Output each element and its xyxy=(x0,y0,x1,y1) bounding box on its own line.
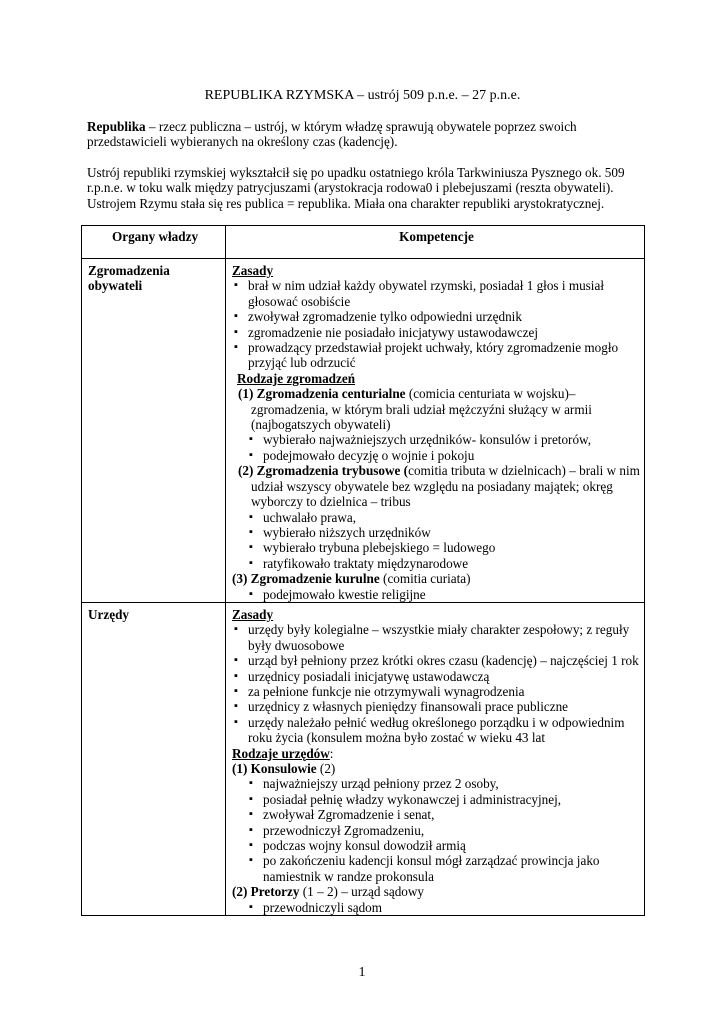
rodzaje-heading-wrap xyxy=(232,746,641,761)
organ-cell xyxy=(82,602,226,915)
assembly-curiate xyxy=(232,571,641,586)
zasady-heading: Zasady xyxy=(232,606,274,622)
organ-cell xyxy=(82,259,226,603)
list-item: ▪ uchwalało prawa, xyxy=(232,510,641,525)
list-item: ▪ najważniejszy urząd pełniony przez 2 osoby, xyxy=(232,776,641,791)
zasady-list xyxy=(232,278,641,370)
list-item: ▪ urzędy były kolegialne – wszystkie miały charakter zespołowy; z reguły były dwuosobowe xyxy=(232,622,641,653)
powers-cell xyxy=(226,259,645,603)
definition-paragraph xyxy=(87,119,638,150)
list-item: ▪ brał w nim udział każdy obywatel rzymski, posiadał 1 głos i musiał głosować osobiście xyxy=(232,278,641,309)
list-item: ▪ posiadał pełnię władzy wykonawczej i administracyjnej, xyxy=(232,792,641,807)
list-item: ▪ przewodniczyli sądom xyxy=(232,900,641,915)
list-item: ▪ urząd był pełniony przez krótki okres czasu (kadencję) – najczęściej 1 rok xyxy=(232,653,641,668)
zasady-heading: Zasady xyxy=(232,263,274,278)
consuls-list xyxy=(232,776,641,884)
page-title: REPUBLIKA RZYMSKA – ustrój 509 p.n.e. – 27 p.n.e. xyxy=(204,88,521,103)
table-header-row xyxy=(82,226,645,259)
centuriate-list xyxy=(232,432,641,463)
table-row xyxy=(82,259,645,603)
assembly-tribal-title: (2) Zgromadzenia trybusowe ( xyxy=(238,463,409,479)
powers-cell xyxy=(226,602,645,915)
rodzaje-heading: Rodzaje zgromadzeń xyxy=(237,370,356,386)
rodzaje-heading: Rodzaje urzędów xyxy=(232,745,330,761)
list-item: ▪ podczas wojny konsul dowodził armią xyxy=(232,838,641,853)
definition-text: – rzecz publiczna – ustrój, w którym władzę sprawują obywatele poprzez swoich przedstawicieli wybieranych na określony czas (kadencję). xyxy=(87,119,577,150)
list-item: ▪ prowadzący przedstawiał projekt uchwały, który zgromadzenie mogło przyjąć lub odrzucić xyxy=(232,340,641,371)
assembly-curiate-title: (3) Zgromadzenie kurulne xyxy=(232,571,380,587)
assembly-tribal-desc: comitia tributa w dzielnicach) – brali w nim udział wszyscy obywatele bez względu na posiadany majątek; okręg wyborczy to dzielnica – tribus xyxy=(251,463,640,510)
list-item: ▪ wybierało najważniejszych urzędników- konsulów i pretorów, xyxy=(232,432,641,447)
list-item: ▪ wybierało niższych urzędników xyxy=(232,525,641,540)
tribal-list xyxy=(232,510,641,572)
office-consuls-desc: (2) xyxy=(316,761,336,776)
office-consuls-title: (1) Konsulowie xyxy=(232,761,317,776)
praetors-list xyxy=(232,900,641,915)
rodzaje-colon: : xyxy=(329,745,334,761)
list-item: ▪ urzędy należało pełnić według określonego porządku i w odpowiednim roku życia (konsulem można było zostać w wieku 43 lat xyxy=(232,715,641,746)
zasady-list xyxy=(232,622,641,745)
list-item: ▪ zwoływał zgromadzenie tylko odpowiedni urzędnik xyxy=(232,309,641,324)
list-item: ▪ za pełnione funkcje nie otrzymywali wynagrodzenia xyxy=(232,684,641,699)
header-powers: Kompetencje xyxy=(226,226,645,259)
definition-term: Republika xyxy=(87,119,146,134)
office-praetors-desc: (1 – 2) – urząd sądowy xyxy=(299,884,424,900)
assembly-centuriate-desc: (comicia centuriata w wojsku)– zgromadzenia, w którym brali udział mężczyźni służący w armii (najbogatszych obywateli) xyxy=(251,386,592,433)
assembly-tribal xyxy=(232,463,641,509)
assembly-centuriate-title: (1) Zgromadzenia centurialne xyxy=(238,386,406,402)
list-item: ▪ ratyfikowało traktaty międzynarodowe xyxy=(232,556,641,571)
list-item: ▪ urzędnicy posiadali inicjatywę ustawodawczą xyxy=(232,669,641,684)
organ-label: Zgromadzenia obywateli xyxy=(88,263,170,294)
office-praetors-title: (2) Pretorzy xyxy=(232,884,300,900)
list-item: ▪ podejmowało kwestie religijne xyxy=(232,587,641,602)
powers-table xyxy=(81,225,645,916)
assembly-curiate-desc: (comitia curiata) xyxy=(379,571,471,587)
assembly-centuriate xyxy=(232,386,641,432)
list-item: ▪ zgromadzenie nie posiadało inicjatywy ustawodawczej xyxy=(232,325,641,340)
list-item: ▪ przewodniczył Zgromadzeniu, xyxy=(232,823,641,838)
history-paragraph: Ustrój republiki rzymskiej wykształcił się po upadku ostatniego króla Tarkwiniusza Pysznego ok. 509 r.p.n.e. w toku walk między patrycjuszami (arystokracja rodowa0 i plebejuszami (reszta obywateli). Ustrojem Rzymu stała się res publica = republika. Miała ona charakter republiki arystokratycznej. xyxy=(87,165,625,211)
table-row xyxy=(82,602,645,915)
curiate-list xyxy=(232,587,641,602)
list-item: ▪ podejmowało decyzję o wojnie i pokoju xyxy=(232,448,641,463)
rodzaje-heading-wrap xyxy=(232,371,641,386)
organ-label: Urzędy xyxy=(88,606,130,622)
list-item: ▪ po zakończeniu kadencji konsul mógł zarządzać prowincja jako namiestnik w randze prokonsula xyxy=(232,853,641,884)
office-praetors xyxy=(232,884,641,899)
office-consuls xyxy=(232,761,641,776)
page-number: 1 xyxy=(358,965,366,980)
list-item: ▪ urzędnicy z własnych pieniędzy finansowali prace publiczne xyxy=(232,699,641,714)
list-item: ▪ wybierało trybuna plebejskiego = ludowego xyxy=(232,540,641,555)
list-item: ▪ zwoływał Zgromadzenie i senat, xyxy=(232,807,641,822)
header-organs: Organy władzy xyxy=(82,226,226,259)
